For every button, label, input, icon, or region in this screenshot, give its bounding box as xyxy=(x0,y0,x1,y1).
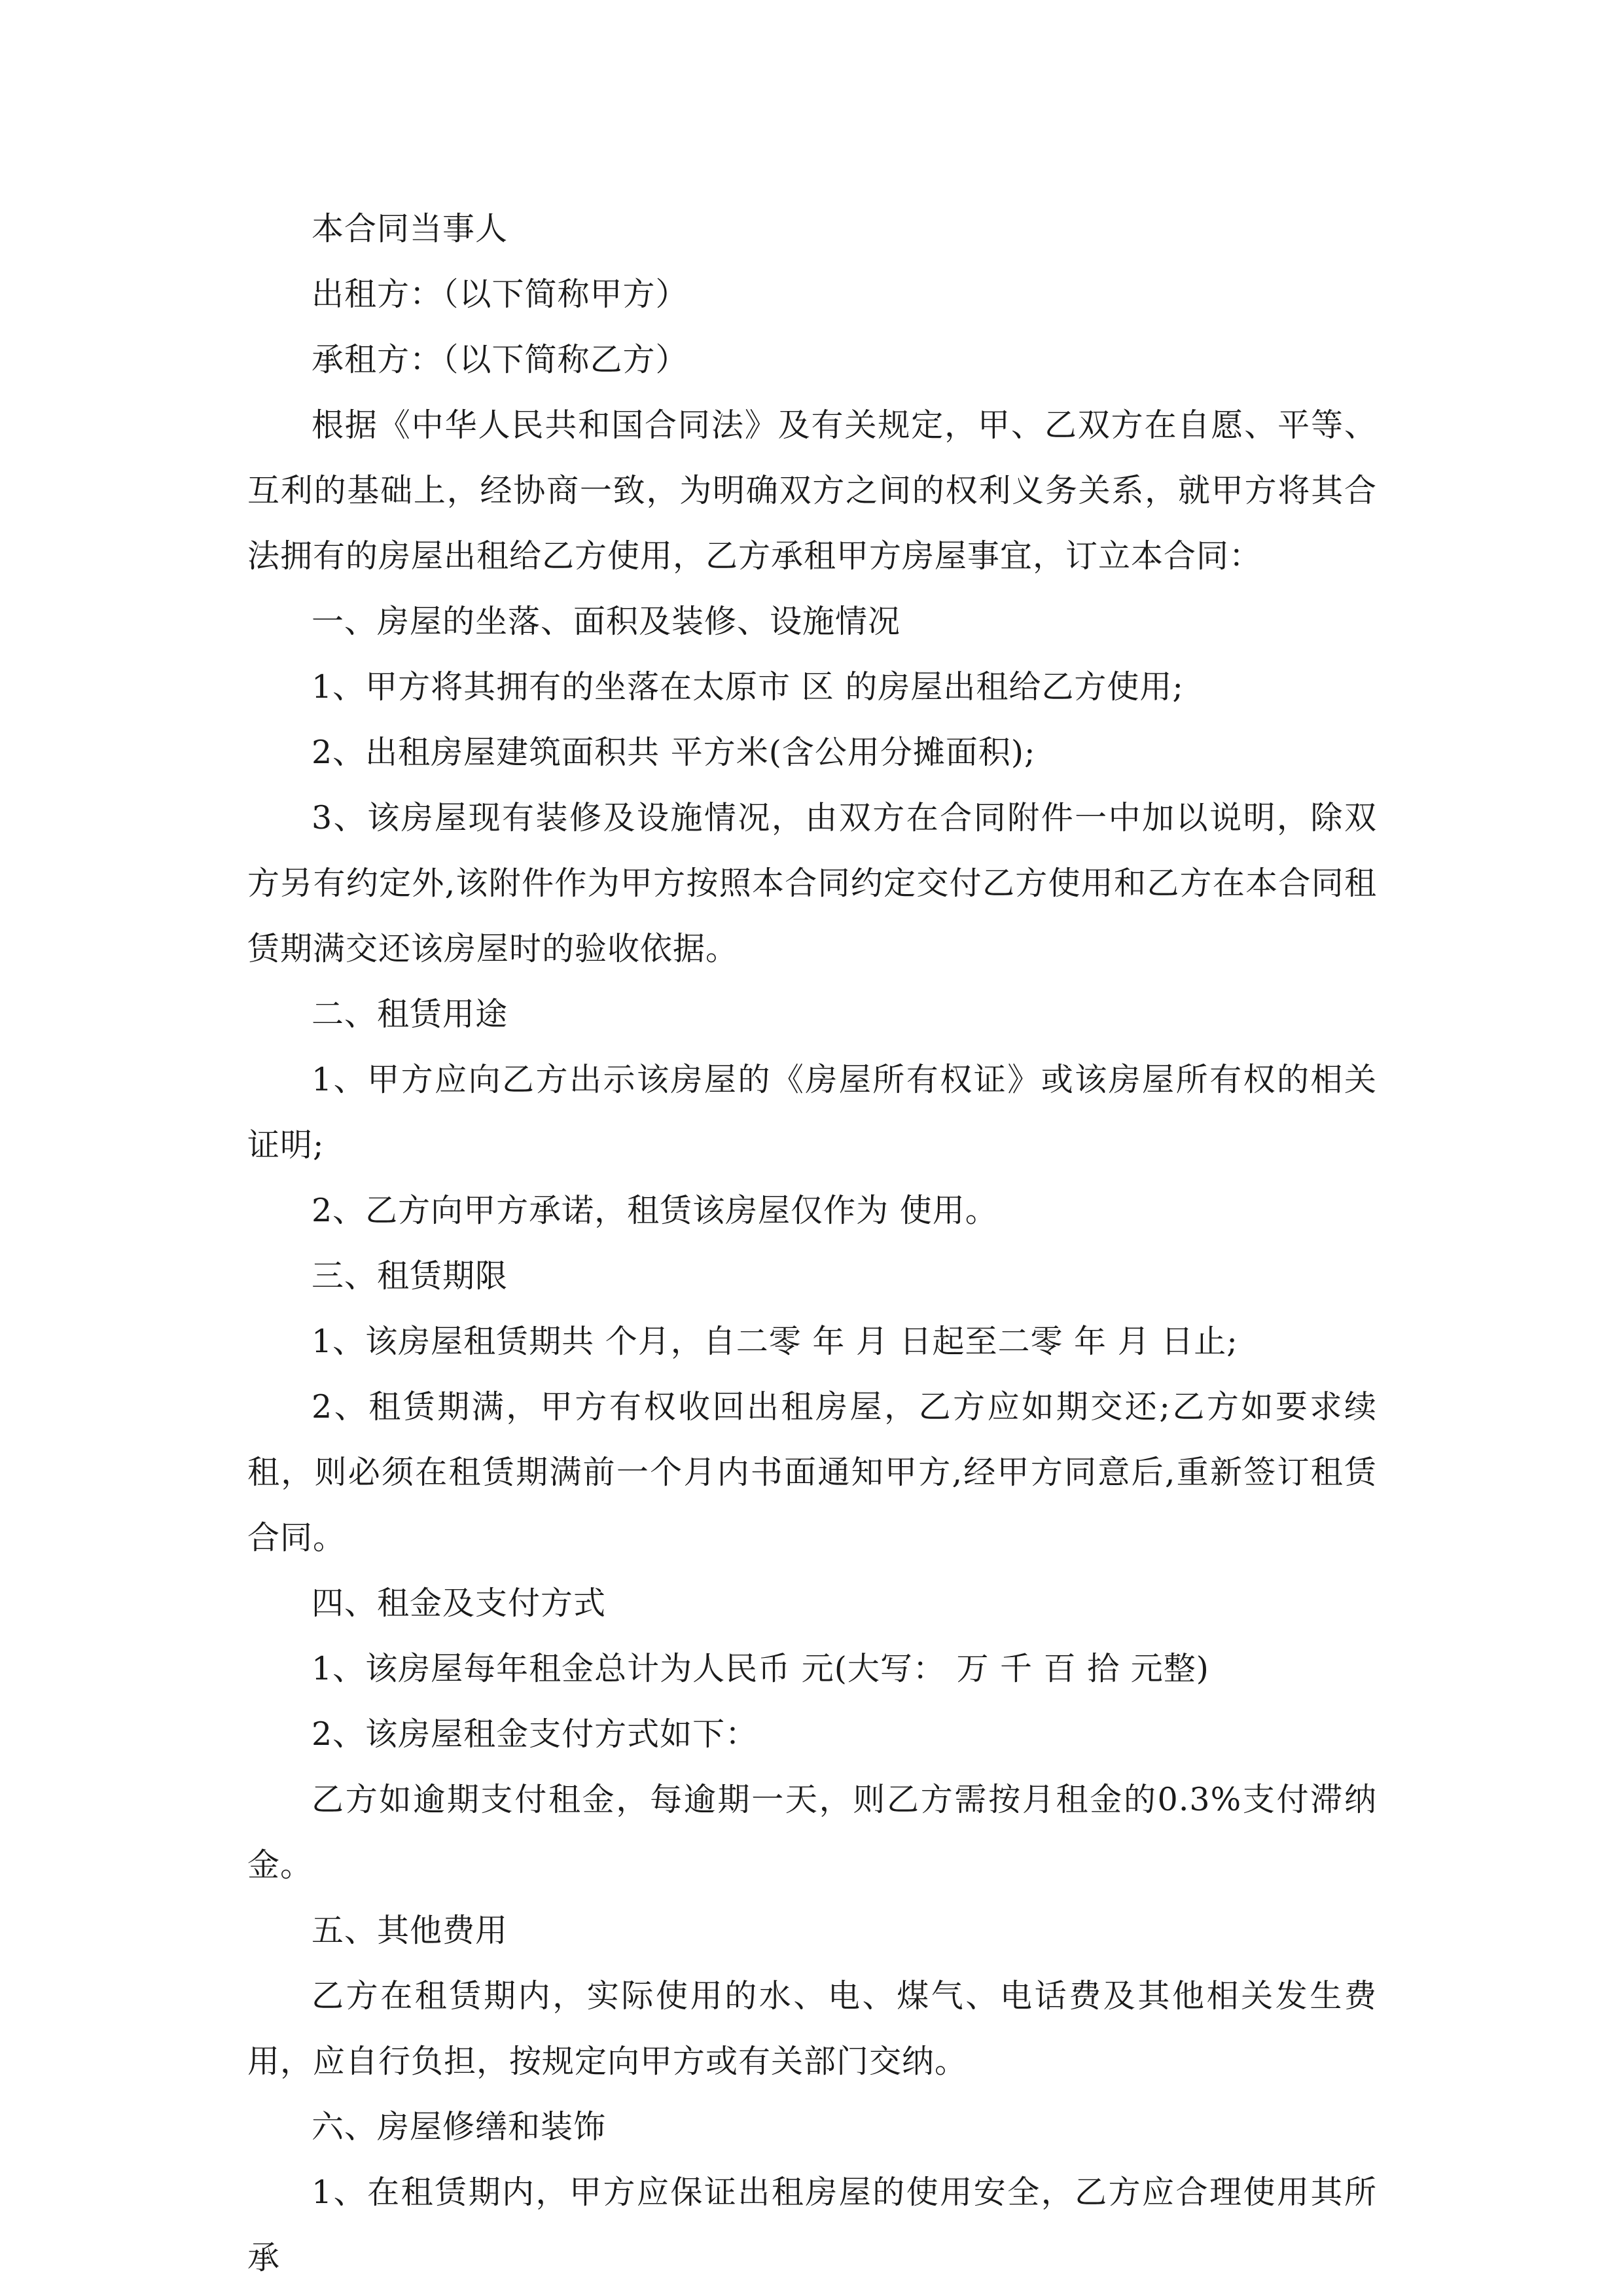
clause-2-1: 1、甲方应向乙方出示该房屋的《房屋所有权证》或该房屋所有权的相关证明; xyxy=(247,1061,1377,1164)
clause-1-3: 3、该房屋现有装修及设施情况，由双方在合同附件一中加以说明，除双方另有约定外,该附件作为甲方按照本合同约定交付乙方使用和乙方在本合同租赁期满交还该房屋时的验收依据。 xyxy=(247,799,1377,967)
section-heading-3: 三、租赁期限 xyxy=(312,1257,508,1295)
contract-body xyxy=(247,196,1377,2291)
section-heading-6: 六、房屋修缮和装饰 xyxy=(312,2108,607,2145)
clause-4-1: 1、该房屋每年租金总计为人民币 元(大写： 万 千 百 拾 元整) xyxy=(312,1650,1209,1687)
clause-4-late-fee: 乙方如逾期支付租金，每逾期一天，则乙方需按月租金的0.3%支付滞纳金。 xyxy=(247,1781,1377,1884)
section-heading-1: 一、房屋的坐落、面积及装修、设施情况 xyxy=(312,603,901,640)
clause-3-1: 1、该房屋租赁期共 个月，自二零 年 月 日起至二零 年 月 日止; xyxy=(312,1323,1238,1360)
clause-4-2: 2、该房屋租金支付方式如下： xyxy=(312,1715,758,1753)
clause-1-2: 2、出租房屋建筑面积共 平方米(含公用分摊面积); xyxy=(312,734,1036,771)
clause-3-2: 2、租赁期满，甲方有权收回出租房屋，乙方应如期交还;乙方如要求续租，则必须在租赁期满前一个月内书面通知甲方,经甲方同意后,重新签订租赁合同。 xyxy=(247,1388,1377,1556)
section-heading-4: 四、租金及支付方式 xyxy=(312,1585,607,1622)
section-heading-2: 二、租赁用途 xyxy=(312,996,508,1033)
paragraph-lessor: 出租方：（以下简称甲方） xyxy=(312,276,688,313)
clause-6-1: 1、在租赁期内，甲方应保证出租房屋的使用安全，乙方应合理使用其所承 xyxy=(247,2174,1377,2276)
paragraph-lessee: 承租方：（以下简称乙方） xyxy=(312,341,688,378)
paragraph-preamble: 根据《中华人民共和国合同法》及有关规定，甲、乙双方在自愿、平等、互利的基础上，经协商一致，为明确双方之间的权利义务关系，就甲方将其合法拥有的房屋出租给乙方使用，乙方承租甲方房屋事宜，订立本合同： xyxy=(247,406,1377,575)
paragraph-parties-heading: 本合同当事人 xyxy=(312,210,508,247)
clause-1-1: 1、甲方将其拥有的坐落在太原市 区 的房屋出租给乙方使用; xyxy=(312,668,1184,706)
section-heading-5: 五、其他费用 xyxy=(312,1912,508,1949)
clause-2-2: 2、乙方向甲方承诺，租赁该房屋仅作为 使用。 xyxy=(312,1192,998,1229)
clause-5-body: 乙方在租赁期内，实际使用的水、电、煤气、电话费及其他相关发生费用，应自行负担，按规定向甲方或有关部门交纳。 xyxy=(247,1977,1377,2080)
